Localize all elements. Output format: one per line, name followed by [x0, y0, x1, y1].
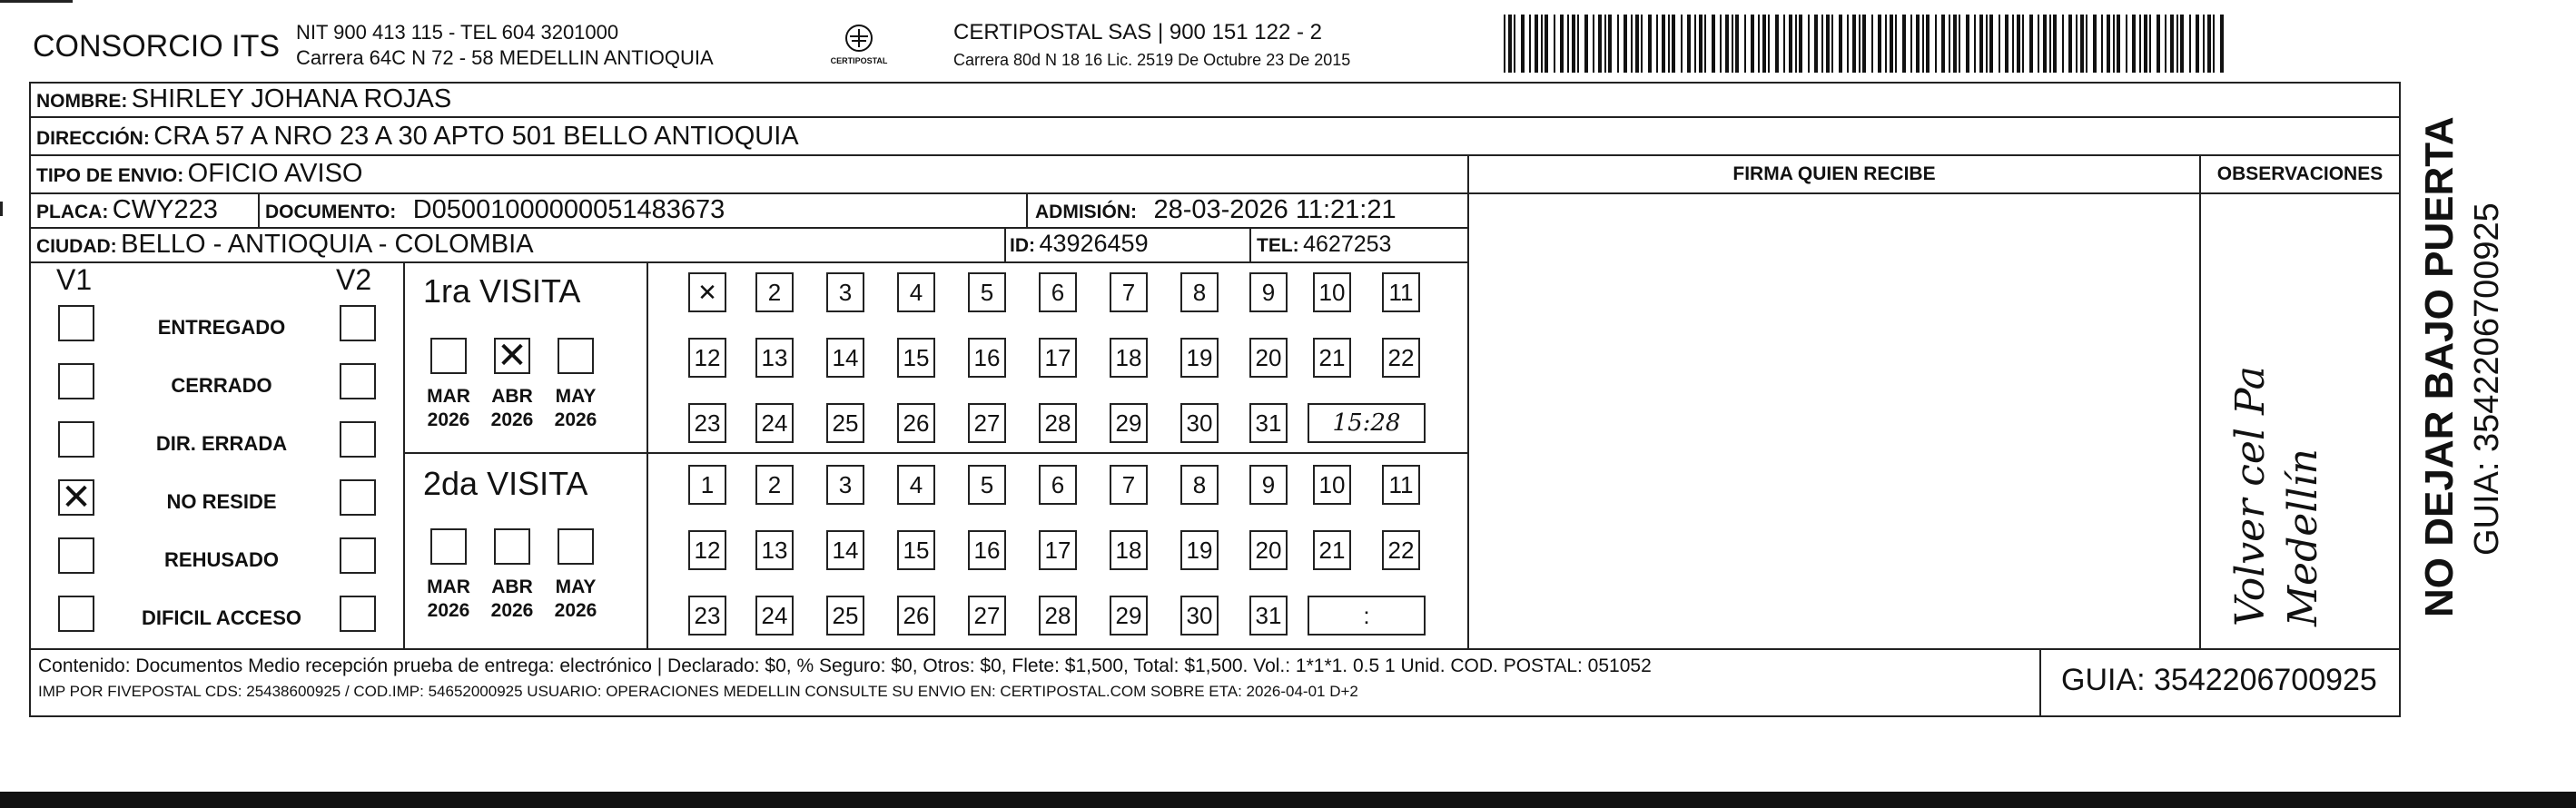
day-box[interactable]	[688, 272, 726, 312]
day-box[interactable]: 10	[1313, 465, 1351, 505]
day-box[interactable]: 31	[1249, 596, 1288, 636]
barcode-bar	[2139, 15, 2141, 73]
barcode-bar	[1821, 15, 1823, 73]
barcode-bar	[1732, 15, 1733, 73]
barcode-bar	[1604, 15, 1606, 73]
tel-row	[1257, 232, 1391, 258]
ciudad-value: BELLO - ANTIOQUIA - COLOMBIA	[121, 230, 534, 259]
barcode-bar	[1662, 15, 1665, 73]
first-visit-title: 1ra VISITA	[423, 272, 581, 310]
tipo-value: OFICIO AVISO	[187, 159, 363, 188]
logo-caption: CERTIPOSTAL	[830, 56, 888, 65]
second-visit-title: 2da VISITA	[423, 465, 588, 502]
day-box[interactable]: 17	[1039, 530, 1077, 570]
barcode-bar	[1902, 15, 1906, 73]
barcode-bar	[1762, 15, 1766, 73]
barcode-bar	[1814, 15, 1818, 73]
day-box[interactable]: 16	[968, 338, 1006, 378]
month-name: MAY	[555, 386, 597, 407]
ciudad-label: CIUDAD:	[36, 236, 117, 257]
check-mark-icon: ✕	[61, 477, 92, 518]
barcode-bar	[1795, 15, 1797, 73]
company-address: Carrera 64C N 72 - 58 MEDELLIN ANTIOQUIA	[296, 46, 714, 69]
barcode-bar	[2180, 15, 2184, 73]
day-box[interactable]: 23	[688, 403, 726, 443]
carrier-line: CERTIPOSTAL SAS | 900 151 122 - 2	[953, 20, 1322, 44]
barcode-bar	[1624, 15, 1627, 73]
day-box[interactable]: 5	[968, 272, 1006, 312]
status-label: CERRADO	[171, 374, 272, 397]
barcode-bar	[1959, 15, 1960, 73]
status-v2-checkbox[interactable]	[340, 537, 376, 574]
status-v1-checkbox[interactable]	[58, 305, 94, 341]
id-label: ID:	[1010, 235, 1035, 256]
barcode-bar	[1514, 15, 1515, 73]
company-name: CONSORCIO ITS	[33, 29, 281, 64]
day-box[interactable]: 12	[688, 338, 726, 378]
second-visit-time[interactable]: :	[1308, 596, 1426, 636]
barcode-bar	[2203, 15, 2205, 73]
page-edge	[0, 792, 2576, 808]
barcode-bar	[1831, 15, 1833, 73]
check-mark-icon: ✕	[497, 335, 528, 377]
day-box[interactable]: 27	[968, 403, 1006, 443]
barcode-bar	[2107, 15, 2110, 73]
barcode-bar	[1681, 15, 1683, 73]
barcode-bar	[2126, 15, 2127, 73]
barcode-bar	[1847, 15, 1849, 73]
barcode-bar	[2144, 15, 2147, 73]
direccion-label: DIRECCIÓN:	[36, 128, 150, 149]
barcode-bar	[1668, 15, 1670, 73]
status-v1-checkbox[interactable]	[58, 596, 94, 632]
tipo-label: TIPO DE ENVIO:	[36, 165, 184, 186]
day-box[interactable]: 7	[1110, 272, 1148, 312]
barcode-bar	[1572, 15, 1575, 73]
certipostal-logo-icon	[832, 20, 886, 74]
day-box[interactable]: 13	[755, 338, 794, 378]
day-box[interactable]: 28	[1039, 403, 1077, 443]
barcode-bar	[1890, 15, 1893, 73]
month-year: 2026	[490, 600, 534, 621]
day-box[interactable]: 25	[826, 596, 864, 636]
documento-row	[265, 195, 725, 225]
barcode-bar	[1768, 15, 1770, 73]
barcode-bar	[1535, 15, 1538, 73]
day-box[interactable]: 6	[1039, 465, 1077, 505]
tipo-row	[36, 159, 362, 189]
barcode-bar	[1593, 15, 1594, 73]
admision-row	[1035, 195, 1397, 225]
day-box[interactable]: 22	[1382, 338, 1420, 378]
month-year: 2026	[554, 409, 597, 430]
edge-mark	[0, 202, 3, 216]
placa-value: CWY223	[112, 195, 218, 224]
observaciones-header: OBSERVACIONES	[2216, 163, 2384, 184]
side-guia: GUIA: 3542206700925	[2468, 202, 2506, 556]
status-label: ENTREGADO	[157, 316, 286, 339]
barcode-bar	[2080, 15, 2084, 73]
month-label	[485, 576, 539, 623]
barcode-bar	[1799, 15, 1802, 73]
barcode-bar	[2022, 15, 2024, 73]
corner-mark	[0, 0, 73, 3]
day-box[interactable]: 21	[1313, 338, 1351, 378]
barcode-bar	[2029, 15, 2033, 73]
status-label: NO RESIDE	[166, 490, 277, 513]
barcode-bar	[2196, 15, 2199, 73]
barcode-bar	[1694, 15, 1696, 73]
barcode-bar	[1648, 15, 1652, 73]
month-checkbox-abr[interactable]	[494, 528, 530, 565]
barcode-bar	[2005, 15, 2008, 73]
side-warning: NO DEJAR BAJO PUERTA	[2417, 116, 2462, 617]
barcode-bar	[1751, 15, 1754, 73]
day-box[interactable]: 7	[1110, 465, 1148, 505]
barcode-bar	[1953, 15, 1957, 73]
ciudad-row	[36, 230, 534, 260]
barcode-bar	[2086, 15, 2087, 73]
barcode-bar	[1521, 15, 1525, 73]
barcode-bar	[1775, 15, 1779, 73]
month-checkbox-may[interactable]	[558, 338, 594, 374]
v2-header: V2	[336, 263, 372, 296]
day-box[interactable]: 4	[897, 465, 935, 505]
status-v2-checkbox[interactable]	[340, 305, 376, 341]
barcode-bar	[1885, 15, 1887, 73]
barcode-bar	[1878, 15, 1881, 73]
barcode-bar	[1859, 15, 1860, 73]
status-v1-checkbox[interactable]	[58, 421, 94, 458]
tel-label: TEL:	[1257, 235, 1299, 256]
day-box[interactable]: 18	[1110, 338, 1148, 378]
day-box[interactable]: 8	[1180, 465, 1219, 505]
barcode-bar	[1560, 15, 1564, 73]
day-box[interactable]: 14	[826, 530, 864, 570]
day-box[interactable]: 14	[826, 338, 864, 378]
day-box[interactable]: 8	[1180, 272, 1219, 312]
day-box[interactable]: 6	[1039, 272, 1077, 312]
barcode	[1504, 15, 2230, 73]
day-box[interactable]: 18	[1110, 530, 1148, 570]
observaciones-handwriting: Volver cel Pa Medellín	[2227, 366, 2326, 626]
barcode-bar	[2049, 15, 2051, 73]
day-box[interactable]: 11	[1382, 272, 1420, 312]
day-box[interactable]: 29	[1110, 596, 1148, 636]
barcode-bar	[2220, 15, 2224, 73]
barcode-bar	[1966, 15, 1969, 73]
barcode-bar	[1910, 15, 1912, 73]
day-box[interactable]: 24	[755, 596, 794, 636]
day-box[interactable]: 22	[1382, 530, 1420, 570]
barcode-bar	[1974, 15, 1976, 73]
barcode-bar	[2117, 15, 2120, 73]
status-v1-checkbox[interactable]	[58, 537, 94, 574]
admision-label: ADMISIÓN:	[1035, 202, 1137, 222]
barcode-bar	[2149, 15, 2151, 73]
barcode-bar	[1608, 15, 1612, 73]
firma-header: FIRMA QUIEN RECIBE	[1732, 163, 1936, 184]
first-visit-time[interactable]: 15:28	[1308, 403, 1426, 443]
day-box[interactable]: 15	[897, 530, 935, 570]
day-box[interactable]: 10	[1313, 272, 1351, 312]
barcode-bar	[1735, 15, 1739, 73]
barcode-bar	[1979, 15, 1983, 73]
barcode-bar	[1941, 15, 1945, 73]
placa-row	[36, 195, 218, 225]
status-v2-checkbox[interactable]	[340, 421, 376, 458]
day-box[interactable]: 21	[1313, 530, 1351, 570]
month-label	[548, 576, 603, 623]
barcode-bar	[1986, 15, 1988, 73]
barcode-bar	[2068, 15, 2072, 73]
id-row	[1010, 230, 1149, 258]
barcode-bar	[2132, 15, 2136, 73]
certipostal-logo	[832, 20, 886, 74]
barcode-bar	[2176, 15, 2178, 73]
month-label	[485, 385, 539, 432]
day-box[interactable]: 5	[968, 465, 1006, 505]
barcode-bar	[2189, 15, 2191, 73]
barcode-bar	[1687, 15, 1691, 73]
barcode-bar	[1839, 15, 1842, 73]
barcode-bar	[2062, 15, 2064, 73]
barcode-bar	[2101, 15, 2103, 73]
barcode-bar	[1808, 15, 1810, 73]
check-mark-icon: ✕	[697, 279, 717, 306]
direccion-value: CRA 57 A NRO 23 A 30 APTO 501 BELLO ANTIOQUIA	[153, 122, 799, 151]
barcode-bar	[1725, 15, 1729, 73]
footer-guia: GUIA: 3542206700925	[2061, 663, 2377, 697]
barcode-bar	[2017, 15, 2020, 73]
status-v2-checkbox[interactable]	[340, 596, 376, 632]
day-box[interactable]: 26	[897, 596, 935, 636]
month-year: 2026	[427, 600, 470, 621]
month-checkbox-may[interactable]	[558, 528, 594, 565]
barcode-bar	[1584, 15, 1588, 73]
barcode-bar	[1567, 15, 1569, 73]
month-label	[421, 385, 476, 432]
barcode-bar	[1871, 15, 1873, 73]
month-checkbox-abr[interactable]	[494, 335, 530, 377]
day-box[interactable]: 13	[755, 530, 794, 570]
barcode-bar	[2165, 15, 2166, 73]
footer-content: Contenido: Documentos Medio recepción prueba de entrega: electrónico | Declarado: $0, % Seguro: $0, Otros: $0, Flete: $1,500, Total: $1,500. Vol.: 1*1*1. 0.5 1 Unid. COD. POSTAL: 051052	[38, 655, 1652, 676]
barcode-bar	[1862, 15, 1866, 73]
barcode-bar	[2213, 15, 2215, 73]
barcode-bar	[2076, 15, 2078, 73]
day-box[interactable]: 28	[1039, 596, 1077, 636]
barcode-bar	[1635, 15, 1639, 73]
month-year: 2026	[490, 409, 534, 430]
barcode-bar	[1758, 15, 1760, 73]
barcode-bar	[1641, 15, 1643, 73]
admision-value: 28-03-2026 11:21:21	[1153, 195, 1397, 224]
day-box[interactable]: 16	[968, 530, 1006, 570]
placa-label: PLACA:	[36, 202, 109, 222]
tel-value: 4627253	[1303, 232, 1392, 257]
day-box[interactable]: 4	[897, 272, 935, 312]
day-box[interactable]: 26	[897, 403, 935, 443]
nombre-label: NOMBRE:	[36, 91, 128, 112]
barcode-bar	[2113, 15, 2115, 73]
barcode-bar	[1631, 15, 1633, 73]
barcode-bar	[1989, 15, 1993, 73]
barcode-bar	[1744, 15, 1746, 73]
month-year: 2026	[427, 409, 470, 430]
barcode-bar	[1598, 15, 1602, 73]
direccion-row	[36, 122, 799, 152]
barcode-bar	[1508, 15, 1512, 73]
status-v1-checkbox[interactable]	[58, 479, 94, 516]
month-name: MAR	[427, 576, 470, 597]
barcode-bar	[1826, 15, 1830, 73]
month-name: ABR	[491, 386, 533, 407]
month-label	[421, 576, 476, 623]
barcode-bar	[1554, 15, 1555, 73]
day-box[interactable]: 15	[897, 338, 935, 378]
month-name: MAR	[427, 386, 470, 407]
barcode-bar	[1783, 15, 1785, 73]
barcode-bar	[1999, 15, 2000, 73]
barcode-bar	[1935, 15, 1937, 73]
month-year: 2026	[554, 600, 597, 621]
status-v2-checkbox[interactable]	[340, 479, 376, 516]
day-box[interactable]: 31	[1249, 403, 1288, 443]
carrier-address: Carrera 80d N 18 16 Lic. 2519 De Octubre 23 De 2015	[953, 51, 1351, 69]
barcode-bar	[1699, 15, 1703, 73]
day-box[interactable]: 3	[826, 272, 864, 312]
day-box[interactable]: 25	[826, 403, 864, 443]
day-box[interactable]: 17	[1039, 338, 1077, 378]
month-checkbox-mar[interactable]	[430, 338, 467, 374]
barcode-bar	[1789, 15, 1792, 73]
barcode-bar	[1926, 15, 1930, 73]
day-box[interactable]: 1	[688, 465, 726, 505]
barcode-bar	[2170, 15, 2174, 73]
month-checkbox-mar[interactable]	[430, 528, 467, 565]
barcode-bar	[1922, 15, 1924, 73]
barcode-bar	[2157, 15, 2160, 73]
status-label: DIFICIL ACCESO	[141, 606, 301, 629]
barcode-bar	[1712, 15, 1715, 73]
status-v2-checkbox[interactable]	[340, 363, 376, 399]
day-box[interactable]: 19	[1180, 530, 1219, 570]
documento-label: DOCUMENTO:	[265, 202, 397, 222]
day-box[interactable]: 2	[755, 272, 794, 312]
day-box[interactable]: 20	[1249, 338, 1288, 378]
day-box[interactable]: 3	[826, 465, 864, 505]
barcode-bar	[1916, 15, 1920, 73]
barcode-bar	[1704, 15, 1706, 73]
barcode-bar	[1541, 15, 1543, 73]
status-v1-checkbox[interactable]	[58, 363, 94, 399]
v1-header: V1	[56, 263, 93, 296]
barcode-bar	[1720, 15, 1722, 73]
id-value: 43926459	[1039, 230, 1149, 257]
barcode-bar	[1504, 15, 1505, 73]
barcode-bar	[1577, 15, 1579, 73]
day-box[interactable]: 20	[1249, 530, 1288, 570]
status-label: DIR. ERRADA	[155, 432, 288, 455]
day-box[interactable]: 11	[1382, 465, 1420, 505]
footer-imp: IMP POR FIVEPOSTAL CDS: 25438600925 / COD.IMP: 54652000925 USUARIO: OPERACIONES MEDELLIN CONSULTE SU ENVIO EN: CERTIPOSTAL.COM SOBRE ETA: 2026-04-01 D+2	[38, 683, 1358, 700]
barcode-bar	[1617, 15, 1619, 73]
barcode-bar	[2207, 15, 2211, 73]
barcode-bar	[1529, 15, 1531, 73]
month-label	[548, 385, 603, 432]
barcode-bar	[2093, 15, 2097, 73]
nombre-row	[36, 84, 451, 114]
day-box[interactable]: 27	[968, 596, 1006, 636]
day-box[interactable]: 30	[1180, 403, 1219, 443]
barcode-bar	[1672, 15, 1675, 73]
barcode-bar	[2053, 15, 2057, 73]
day-box[interactable]: 9	[1249, 465, 1288, 505]
day-box[interactable]: 12	[688, 530, 726, 570]
day-box[interactable]: 2	[755, 465, 794, 505]
barcode-bar	[2043, 15, 2047, 73]
barcode-bar	[1949, 15, 1950, 73]
documento-value: D05001000000051483673	[412, 195, 725, 224]
barcode-bar	[2038, 15, 2039, 73]
month-name: ABR	[491, 576, 533, 597]
day-box[interactable]: 9	[1249, 272, 1288, 312]
status-label: REHUSADO	[164, 548, 279, 571]
barcode-bar	[1545, 15, 1548, 73]
day-box[interactable]: 24	[755, 403, 794, 443]
day-box[interactable]: 19	[1180, 338, 1219, 378]
barcode-bar	[1895, 15, 1897, 73]
day-box[interactable]: 23	[688, 596, 726, 636]
nombre-value: SHIRLEY JOHANA ROJAS	[131, 84, 452, 113]
barcode-bar	[2012, 15, 2014, 73]
barcode-bar	[1656, 15, 1658, 73]
barcode-bar	[1852, 15, 1856, 73]
month-name: MAY	[555, 576, 597, 597]
day-box[interactable]: 30	[1180, 596, 1219, 636]
day-box[interactable]: 29	[1110, 403, 1148, 443]
company-nit: NIT 900 413 115 - TEL 604 3201000	[296, 21, 619, 44]
